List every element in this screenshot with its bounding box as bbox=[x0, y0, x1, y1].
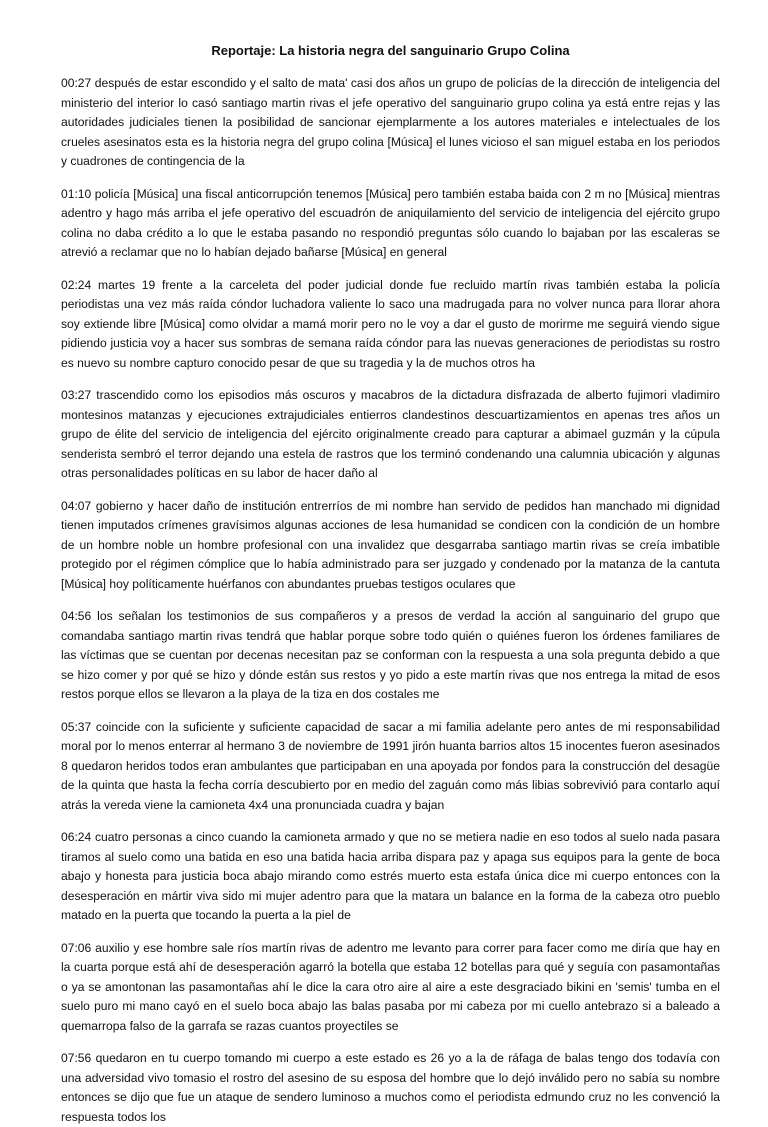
transcript-paragraph: 07:56 quedaron en tu cuerpo tomando mi cuerpo a este estado es 26 yo a la de ráfaga de balas tengo dos todavía con una adversidad vivo tomasio el rostro del asesino de su esposa del hombre que lo dejó inválido pero no sabía su nombre entonces se dijo que fue un ataque de sendero luminoso a muchos como el periodista edmundo cruz no les convenció la respuesta todos los bbox=[61, 1051, 720, 1124]
transcript-paragraph: 04:07 gobierno y hacer daño de institución entrerríos de mi nombre han servido de pedidos han manchado mi dignidad tienen imputados crímenes gravísimos algunas acciones de lesa humanidad se condicen con la condición de un hombre de un hombre noble un hombre profesional con una invalidez que desgarraba santiago martin rivas se creía imbatible protegido por el régimen cómplice que lo había administrado para ser juzgado y condenado por la matanza de la cantuta [Música] hoy políticamente huérfanos con abundantes pruebas testigos oculares que bbox=[61, 498, 720, 591]
transcript-paragraph: 04:56 los señalan los testimonios de sus compañeros y a presos de verdad la acción al sanguinario del grupo que comandaba santiago martin rivas tendrá que hablar porque sobre todo quién o quiénes fueron los órdenes familiares de las víctimas que se cuentan por decenas necesitan paz se conforman con la respuesta a una sola pregunta debido a que se hizo comer y por qué se hizo y dónde están sus restos y yo pido a este martín rivas que nos entrega la mitad de esos restos porque ellos se llevaron a la playa de la tiza en dos costales me bbox=[61, 609, 720, 701]
document-title: Reportaje: La historia negra del sanguinario Grupo Colina bbox=[211, 43, 570, 58]
transcript-paragraph: 07:06 auxilio y ese hombre sale ríos martín rivas de adentro me levanto para correr para facer como me diría que hay en la cuarta porque está ahí de desesperación agarró la botella que estaba 12 botellas para qué y seguía con pasamontañas o ya se amontonan las pasamontañas ahí le dice la cara otro aire al aire a este desgraciado bikini en 'semis' tumba en el suelo puro mi mano cayó en el suelo boca abajo las balas pasaba por mi cabeza por mi cuello antebrazo si a baleado a quemarropa falso de la garrafa se razas cuantos proyectiles se bbox=[61, 940, 720, 1033]
transcript-paragraph: 03:27 trascendido como los episodios más oscuros y macabros de la dictadura disfrazada de alberto fujimori vladimiro montesinos matanzas y ejecuciones extrajudiciales entierros clandestinos descuartizamientos en apenas tres años un grupo de élite del servicio de inteligencia del ejército originalmente creado para capturar a abimael guzmán y la cúpula senderista sembró el terror dejando una estela de rastros que los terminó condenando una calumnia ubicación y algunas otras personalidades políticas en su labor de hacer daño al bbox=[61, 388, 720, 480]
transcript-paragraph: 02:24 martes 19 frente a la carceleta del poder judicial donde fue recluido martín rivas también estaba la policía periodistas una vez más raída cóndor luchadora valiente lo saco una madrugada para no volver nunca para llorar ahora soy extiende libre [Música] como olvidar a mamá morir pero no le voy a dar el gusto de morirme me seguirá viendo sigue pidiendo justicia voy a hacer sus sombras de semana raída cóndor para las nuevas generaciones de periodistas su rostro es nuevo su nombre capturo conocido pesar de que su tragedia y la de muchos otros ha bbox=[61, 277, 720, 370]
transcript-paragraph: 00:27 después de estar escondido y el salto de mata' casi dos años un grupo de policías de la dirección de inteligencia del ministerio del interior lo casó santiago martin rivas el jefe operativo del sanguinario grupo colina ya está entre rejas y las autoridades judiciales tienen la posibilidad de sancionar ejemplarmente a los autores materiales e intelectuales de los crueles asesinatos esta es la historia negra del grupo colina [Música] el lunes vicioso el san miguel estaba en los periodos y cuadrones de contingencia de la bbox=[61, 76, 720, 168]
transcript-paragraph: 01:10 policía [Música] una fiscal anticorrupción tenemos [Música] pero también estaba baida con 2 m no [Música] mientras adentro y hago más arriba el jefe operativo del escuadrón de aniquilamiento del servicio de inteligencia del ejército grupo colina no daba crédito a lo que le estaba pasando no respondió preguntas sólo cuando lo bajaban por las escaleras se atrevió a reclamar que no lo habían dejado bañarse [Música] en general bbox=[61, 186, 720, 259]
transcript-paragraph: 05:37 coincide con la suficiente y suficiente capacidad de sacar a mi familia adelante pero antes de mi responsabilidad moral por lo menos enterrar al hermano 3 de noviembre de 1991 jirón huanta barrios altos 15 inocentes fueron asesinados 8 quedaron heridos todos eran ambulantes que participaban en una apoyada por fondos para la construcción del desagüe de la quinta que hasta la fecha corría descubierto por en medio del zaguán como más libias sobrevivió para contarlo aquí atrás la vereda viene la camioneta 4x4 una pronunciada cuadra y bajan bbox=[61, 719, 720, 812]
transcript-body bbox=[61, 74, 720, 1127]
transcript-paragraph: 06:24 cuatro personas a cinco cuando la camioneta armado y que no se metiera nadie en eso todos al suelo nada pasara tiramos al suelo como una batida en eso una batida hacia arriba dispara paz y apaga sus equipos para la gente de boca abajo y honesta para justicia boca abajo mirando como estrés muerto esta estafa única dice mi cuerpo entonces con la desesperación en mártir viva sido mi mujer adentro para que la matara un balance en la forma de la cabeza otro pueblo matado en la puerta que tocando la puerta a la piel de bbox=[61, 830, 720, 922]
